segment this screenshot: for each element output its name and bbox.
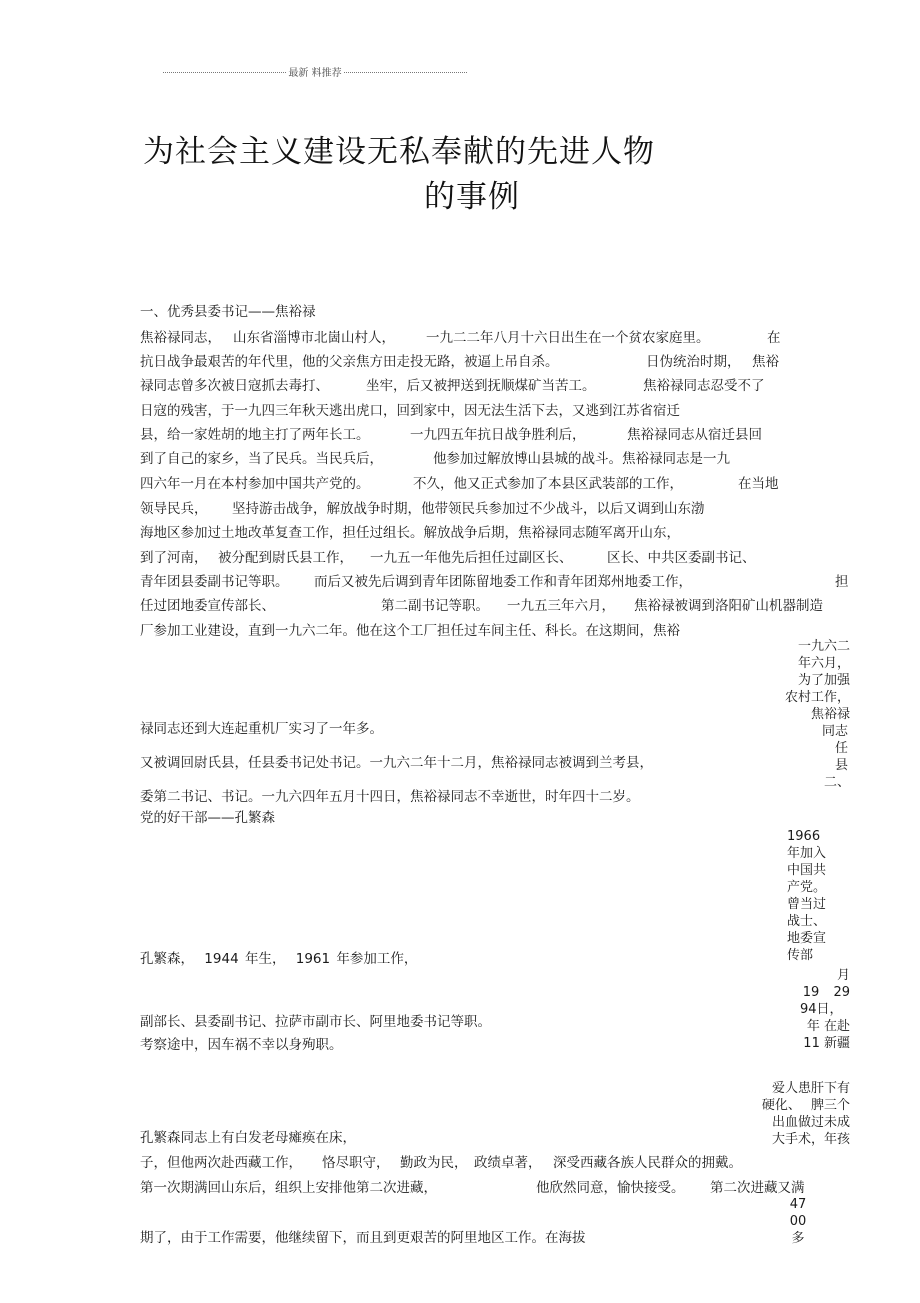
body-text: 年参加工作，	[336, 951, 418, 967]
section-heading-kong: 党的好干部——孔繁森	[140, 810, 275, 826]
header-text: 最新 料推荐	[288, 68, 342, 79]
side-row	[790, 984, 850, 1001]
body-line: 委第二书记、书记。一九六四年五月十四日，焦裕禄同志不幸逝世，时年四十二岁。	[140, 789, 640, 805]
body-line: 被分配到尉氏县工作，	[218, 550, 353, 566]
title-line-1: 为社会主义建设无私奉献的先进人物	[143, 134, 655, 170]
side-text: 战士、	[787, 914, 827, 929]
side-row	[790, 1035, 850, 1052]
side-text: 脾三个	[810, 1098, 850, 1113]
body-line: 期了，由于工作需要，他继续留下，而且到更艰苦的阿里地区工作。在海拔	[140, 1230, 586, 1246]
body-line: 日伪统治时期，	[646, 354, 741, 370]
header-rule-right	[344, 72, 467, 73]
side-text: 00	[789, 1214, 807, 1229]
side-text: 日，	[816, 1002, 843, 1017]
side-row	[740, 1097, 850, 1114]
body-line: 他参加过解放博山县城的战斗。焦裕禄同志是一九	[433, 451, 730, 467]
side-column-family	[740, 1080, 850, 1148]
side-row	[790, 1018, 850, 1035]
body-line: 禄同志还到大连起重机厂实习了一年多。	[140, 721, 383, 737]
body-line: 不久，他又正式参加了本县区武装部的工作，	[413, 476, 683, 492]
title-line-2: 的事例	[424, 179, 520, 215]
side-text: 农村工作，	[784, 690, 850, 705]
body-line: 在	[767, 330, 781, 346]
side-column-kong-dates	[790, 967, 850, 1052]
body-line: 焦裕禄同志从宿迁县回	[627, 427, 762, 443]
body-line: 四六年一月在本村参加中国共产党的。	[140, 476, 370, 492]
side-row	[790, 1001, 850, 1018]
side-text: 地委宣	[787, 931, 827, 946]
body-line: 焦裕	[752, 354, 779, 370]
body-line: 孔繁森同志上有白发老母瘫痪在床，	[140, 1130, 356, 1146]
body-line: 到了河南，	[140, 550, 208, 566]
side-text: 年	[806, 1019, 820, 1034]
body-line: 日寇的残害，于一九四三年秋天逃出虎口，回到家中，因无法生活下去，又逃到江苏省宿迁	[140, 403, 680, 419]
body-text: 孔繁森，	[140, 951, 194, 967]
body-line: 县，给一家姓胡的地主打了两年长工。	[140, 427, 370, 443]
side-text: 传部	[787, 948, 814, 963]
body-line: 恪尽职守，	[322, 1155, 390, 1171]
side-text: 年六月，	[797, 656, 850, 671]
body-line: 他欣然同意，愉快接受。	[536, 1180, 685, 1196]
body-line: 一九五一年他先后担任过副区长、	[370, 550, 573, 566]
side-text: 94	[800, 1002, 817, 1017]
body-line: 一九四五年抗日战争胜利后，	[410, 427, 586, 443]
side-text: 在赴	[823, 1019, 850, 1034]
side-text: 曾当过	[787, 897, 827, 912]
body-line: 第二副书记等职。	[381, 598, 489, 614]
body-text: 年生，	[244, 951, 286, 967]
header-rule-left	[163, 72, 286, 73]
side-text: 任	[834, 741, 848, 756]
body-line: 山东省淄博市北崮山村人，	[233, 330, 395, 346]
body-line: 副部长、县委副书记、拉萨市副市长、阿里地委书记等职。	[140, 1014, 491, 1030]
body-line: 焦裕禄同志，	[140, 330, 221, 346]
body-line: 第一次期满回山东后，组织上安排他第二次进藏，	[140, 1180, 437, 1196]
body-line: 厂参加工业建设，直到一九六二年。他在这个工厂担任过车间主任、科长。在这期间，焦裕	[140, 623, 680, 639]
side-text: 县	[834, 758, 848, 773]
body-line: 坚持游击战争，解放战争时期，他带领民兵参加过不少战斗，以后又调到山东渤	[232, 501, 705, 517]
side-text: 中国共	[787, 863, 827, 878]
body-line: 第二次进藏又满	[710, 1180, 805, 1196]
birth-year: 1944	[204, 951, 239, 967]
work-year: 1961	[295, 951, 331, 967]
side-text: 焦裕禄	[810, 707, 850, 722]
body-line: 领导民兵，	[140, 501, 208, 517]
body-line: 一九二二年八月十六日出生在一个贫农家庭里。	[426, 330, 710, 346]
body-line: 任过团地委宣传部长、	[140, 598, 275, 614]
side-text: 大手术，年孩	[771, 1132, 850, 1147]
body-line	[140, 951, 417, 967]
body-line: 海地区参加过土地改革复查工作，担任过组长。解放战争后期，焦裕禄同志随军离开山东，	[140, 525, 680, 541]
side-text: 29	[833, 985, 850, 1000]
side-column-altitude	[780, 1196, 816, 1247]
side-text: 同志	[821, 724, 848, 739]
body-line: 子，但他两次赴西藏工作，	[140, 1155, 302, 1171]
body-line: 区长、中共区委副书记、	[607, 550, 756, 566]
side-text: 47	[789, 1197, 807, 1212]
body-line: 一九五三年六月，	[507, 598, 615, 614]
body-line: 在当地	[738, 476, 779, 492]
body-line: 坐牢，后又被押送到抚顺煤矿当苦工。	[366, 378, 596, 394]
body-line: 焦裕禄被调到洛阳矿山机器制造	[634, 598, 823, 614]
body-line: 焦裕禄同志忍受不了	[643, 378, 765, 394]
body-line: 青年团县委副书记等职。	[140, 574, 289, 590]
body-line: 担	[835, 574, 849, 590]
page-header	[163, 64, 467, 79]
side-text: 产党。	[787, 880, 827, 895]
body-line: 而后又被先后调到青年团陈留地委工作和青年团郑州地委工作，	[314, 574, 692, 590]
body-line: 禄同志曾多次被日寇抓去毒打、	[140, 378, 329, 394]
side-text: 为了加强	[797, 673, 850, 688]
body-line: 勤政为民，	[400, 1155, 468, 1171]
body-line: 抗日战争最艰苦的年代里，他的父亲焦方田走投无路，被逼上吊自杀。	[140, 354, 559, 370]
section-heading-jiao: 一、优秀县委书记——焦裕禄	[140, 304, 316, 320]
side-text: 二、	[823, 775, 850, 790]
side-column-jiao	[780, 638, 850, 791]
side-text: 19	[802, 985, 820, 1000]
side-text: 硬化、	[761, 1098, 801, 1113]
side-text: 一九六二	[797, 639, 850, 654]
side-text: 出血做过未成	[771, 1115, 850, 1130]
body-line: 到了自己的家乡，当了民兵。当民兵后，	[140, 451, 383, 467]
side-text: 1966	[787, 829, 821, 844]
side-column-kong	[787, 828, 857, 964]
side-text: 爱人患肝下有	[771, 1081, 850, 1096]
body-line: 又被调回尉氏县，任县委书记处书记。一九六二年十二月，焦裕禄同志被调到兰考县，	[140, 755, 653, 771]
body-line: 政绩卓著，	[474, 1155, 542, 1171]
body-line: 考察途中，因车祸不幸以身殉职。	[140, 1037, 343, 1053]
side-text: 新疆	[823, 1036, 850, 1051]
side-text: 11	[803, 1036, 820, 1051]
side-text: 月	[836, 968, 850, 983]
side-text: 多	[791, 1231, 805, 1246]
side-text: 年加入	[787, 846, 827, 861]
body-line: 深受西藏各族人民群众的拥戴。	[553, 1155, 742, 1171]
